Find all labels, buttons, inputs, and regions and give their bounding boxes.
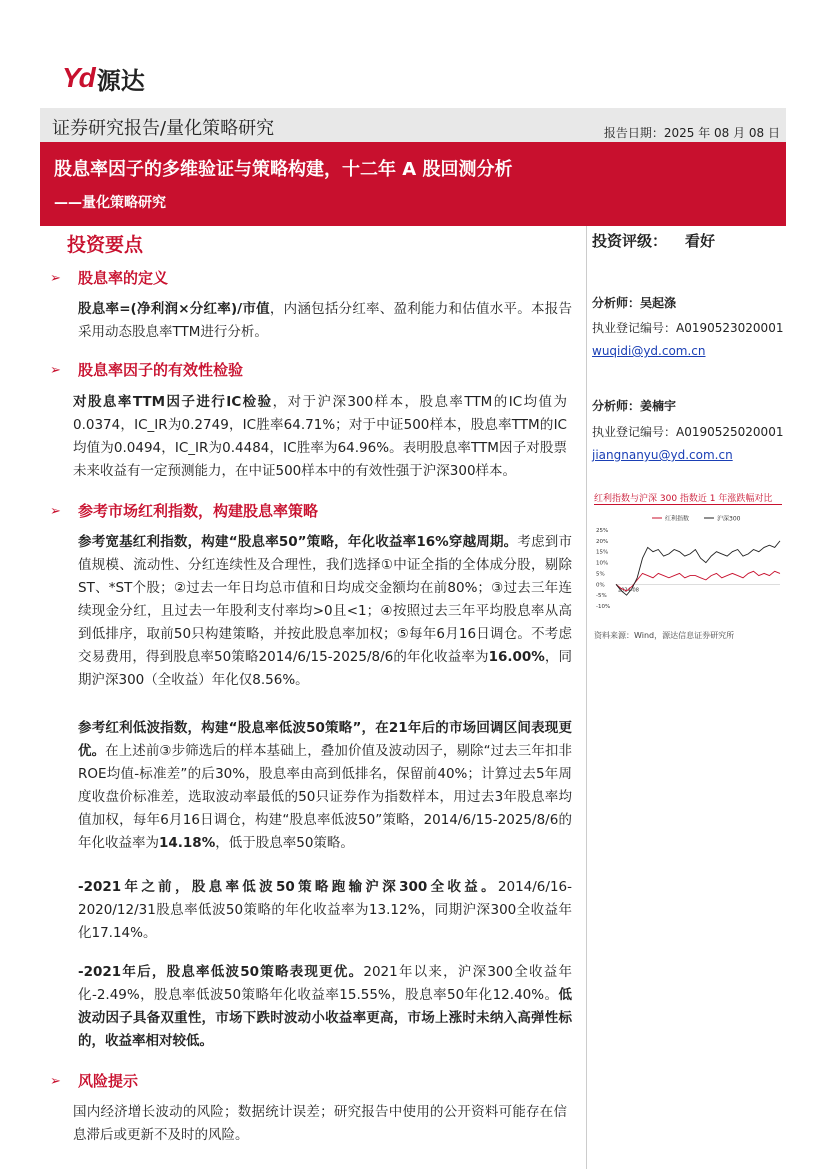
column-divider xyxy=(586,226,587,1169)
paragraph-text: 考虑到市值规模、流动性、分红连续性及合理性，我们选择①中证全指的全体成分股，剔除ST、*ST个股；②过去一年日均总市值和日均成交金额均在前80%；③过去三年连续现金分红，且过去一年股利支付率均>0且<1；④按照过去三年平均股息率从高到低排序，取前50只构建策略，并按此股息率加权；⑤每年6月16日调仓。不考虑交易费用，得到股息率50策略2014/6/15-2025/8/6的年化收益率为 xyxy=(78,534,572,665)
report-title: 股息率因子的多维验证与策略构建，十二年 A 股回测分析 xyxy=(54,159,513,180)
y-tick-label: 10% xyxy=(596,560,609,567)
y-tick-label: 0% xyxy=(596,582,605,589)
analyst-name: 分析师：吴起涤 xyxy=(592,296,677,310)
logo-mark: Yd xyxy=(62,62,94,93)
investment-rating xyxy=(592,230,715,251)
y-tick-label: 20% xyxy=(596,538,609,545)
y-tick-label: -10% xyxy=(596,604,611,610)
y-tick-label: 5% xyxy=(596,571,605,578)
report-category: 证券研究报告/量化策略研究 xyxy=(52,118,275,139)
section-title: 风险提示 xyxy=(78,1072,139,1090)
paragraph-bold: 参考宽基红利指数，构建“股息率50”策略，年化收益率16%穿越周期。 xyxy=(78,534,518,550)
section-header xyxy=(50,1070,61,1089)
analyst-email-link[interactable]: jiangnanyu@yd.com.cn xyxy=(592,448,733,462)
section-title: 股息率因子的有效性检验 xyxy=(78,361,244,379)
arrow-icon: ➢ xyxy=(50,363,61,378)
y-tick-label: -5% xyxy=(596,593,607,600)
paragraph xyxy=(78,961,572,1053)
paragraph-bold: 16.00% xyxy=(488,649,545,665)
y-tick-label: 25% xyxy=(596,528,609,534)
paragraph xyxy=(73,391,567,483)
key-points-heading: 投资要点 xyxy=(67,234,144,256)
chart-source: 资料来源：Wind，源达信息证券研究所 xyxy=(594,631,735,640)
arrow-icon: ➢ xyxy=(50,1074,61,1089)
paragraph-text: ，对于沪深300样本，股息率TTM的IC均值为0.0374，IC_IR为0.2749，IC胜率64.71%；对于中证500样本，股息率TTM的IC均值为0.0494，IC_IR为0.4484，IC胜率为64.96%。表明股息率TTM因子对股票未来收益有一定预测能力，在中证500样本中的有效性强于沪深300样本。 xyxy=(73,394,568,479)
paragraph-bold: 参考红利低波指数，构建“股息率低波50策略”，在21年后的市场回调区间表现更优。 xyxy=(78,720,572,759)
paragraph-bold: -2021年后，股息率低波50策略表现更优。 xyxy=(78,964,364,980)
paragraph-bold: 股息率=(净利润×分红率)/市值 xyxy=(78,301,270,317)
rating-value: 看好 xyxy=(685,232,716,250)
paragraph-bold: 对股息率TTM因子进行IC检验 xyxy=(73,394,273,410)
legend-label: 沪深300 xyxy=(717,515,741,523)
chart-title: 红利指数与沪深 300 指数近 1 年涨跌幅对比 xyxy=(594,494,773,504)
y-tick-label: 15% xyxy=(596,549,609,556)
paragraph xyxy=(73,1101,567,1147)
series-line-hs300 xyxy=(616,541,780,595)
analyst-email-link[interactable]: wuqidi@yd.com.cn xyxy=(592,344,706,358)
paragraph-bold: 低波动因子具备双重性，市场下跌时波动小收益率更高，市场上涨时未纳入高弹性标的，收益率相对较低。 xyxy=(78,987,572,1049)
report-subtitle: ——量化策略研究 xyxy=(54,195,166,211)
paragraph-bold: -2021年之前，股息率低波50策略跑输沪深300全收益。 xyxy=(78,879,498,895)
paragraph xyxy=(78,876,572,945)
logo-name: 源达 xyxy=(96,66,145,95)
series-line-dividend-index xyxy=(616,571,780,594)
analyst-registration: 执业登记编号：A0190525020001 xyxy=(592,425,784,439)
paragraph-bold: 14.18% xyxy=(159,835,216,851)
chart-title-rule xyxy=(594,504,782,505)
company-logo xyxy=(62,62,145,94)
paragraph-text: 在上述前③步筛选后的样本基础上，叠加价值及波动因子，剔除“过去三年扣非ROE均值-标准差”的后30%，股息率由高到低排名，保留前40%；计算过去5年周度收盘价标准差，选取波动率最低的50只证券作为指数样本，用过去3年股息率均值加权，每年6月16日调仓，构建“股息率低波50”策略，2014/6/15-2025/8/6的年化收益率为 xyxy=(78,743,572,851)
rating-label: 投资评级： xyxy=(592,232,668,250)
analyst-registration: 执业登记编号：A0190523020001 xyxy=(592,321,784,335)
arrow-icon: ➢ xyxy=(50,504,61,519)
analyst-name: 分析师：姜楠宇 xyxy=(592,399,677,413)
section-title: 股息率的定义 xyxy=(78,269,169,287)
section-header xyxy=(50,267,61,286)
paragraph-text: ，同期沪深300（全收益）年化仅8.56%。 xyxy=(78,649,573,688)
legend-label: 红利指数 xyxy=(665,515,690,523)
section-header xyxy=(50,359,61,378)
x-tick-label: 2024-08 xyxy=(618,587,639,594)
paragraph-text: ，低于股息率50策略。 xyxy=(215,835,354,851)
paragraph-text: 2014/6/16-2020/12/31股息率低波50策略的年化收益率为13.12%，同期沪深300全收益年化17.14%。 xyxy=(78,879,572,941)
paragraph-text: 2021年以来，沪深300全收益年化-2.49%，股息率低波50策略年化收益率15.55%，股息率50年化12.40%。 xyxy=(78,964,572,1003)
index-comparison-chart xyxy=(594,508,784,628)
paragraph xyxy=(78,717,572,855)
paragraph xyxy=(78,531,572,692)
section-header xyxy=(50,500,61,519)
report-date: 报告日期：2025 年 08 月 08 日 xyxy=(603,126,780,140)
arrow-icon: ➢ xyxy=(50,271,61,286)
chart-svg xyxy=(594,508,784,628)
paragraph-text: ，内涵包括分红率、盈利能力和估值水平。本报告采用动态股息率TTM进行分析。 xyxy=(78,301,572,340)
section-title: 参考市场红利指数，构建股息率策略 xyxy=(78,502,319,520)
paragraph xyxy=(78,298,572,344)
paragraph-text: 国内经济增长波动的风险；数据统计误差；研究报告中使用的公开资料可能存在信息滞后或更新不及时的风险。 xyxy=(73,1104,567,1143)
